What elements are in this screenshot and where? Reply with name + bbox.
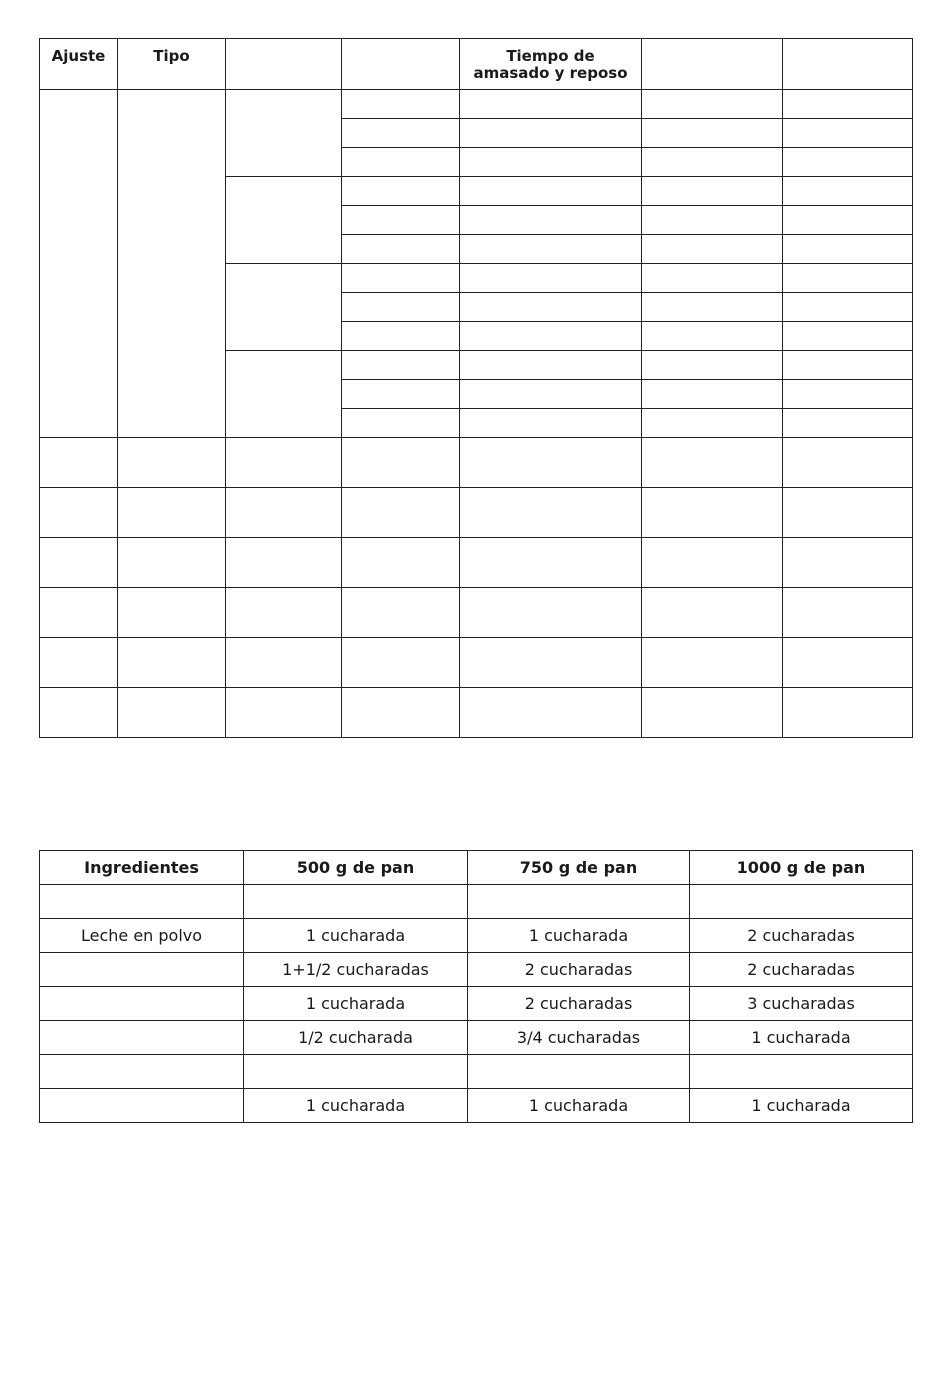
table-cell [642, 119, 783, 148]
program-table-body [40, 90, 913, 738]
table-cell [783, 322, 913, 351]
table-cell [783, 119, 913, 148]
table-cell [40, 638, 118, 688]
table-cell [118, 90, 226, 438]
table-cell: 2 cucharadas [468, 987, 690, 1021]
table-cell [783, 409, 913, 438]
table-cell [342, 148, 460, 177]
table-cell [783, 588, 913, 638]
table-cell [460, 588, 642, 638]
table-cell [40, 885, 244, 919]
table-row [40, 488, 913, 538]
table-cell [342, 90, 460, 119]
table-cell [783, 488, 913, 538]
table-cell [642, 264, 783, 293]
table-cell [783, 293, 913, 322]
table-cell [342, 638, 460, 688]
table-cell [226, 351, 342, 438]
ingredients-table [39, 850, 913, 1123]
table-cell [342, 293, 460, 322]
table-cell [118, 688, 226, 738]
ingredients-header-row [40, 851, 913, 885]
table-cell [40, 588, 118, 638]
table-cell [342, 322, 460, 351]
table-row [40, 438, 913, 488]
header-tiempo-line1: Tiempo de [506, 47, 595, 65]
table-cell [460, 380, 642, 409]
table-cell: Leche en polvo [40, 919, 244, 953]
table-cell [342, 488, 460, 538]
program-table-header-row [40, 39, 913, 90]
header-tiempo-line2: amasado y reposo [473, 64, 628, 82]
table-row [40, 885, 913, 919]
table-cell [783, 235, 913, 264]
table-cell [783, 90, 913, 119]
header-1000g: 1000 g de pan [690, 851, 913, 885]
table-cell [460, 90, 642, 119]
table-cell [642, 588, 783, 638]
table-cell [118, 438, 226, 488]
header-col6 [642, 39, 783, 90]
table-cell [226, 538, 342, 588]
table-row [40, 1089, 913, 1123]
ingredients-table-body [40, 885, 913, 1123]
table-cell [226, 588, 342, 638]
table-cell [460, 148, 642, 177]
table-cell [40, 1089, 244, 1123]
table-row [40, 1021, 913, 1055]
table-cell [460, 688, 642, 738]
table-row [40, 987, 913, 1021]
table-row [40, 688, 913, 738]
table-cell [468, 885, 690, 919]
table-cell [690, 1055, 913, 1089]
table-cell [118, 488, 226, 538]
table-cell [460, 409, 642, 438]
header-ingredientes: Ingredientes [40, 851, 244, 885]
table-cell [642, 322, 783, 351]
table-cell: 1 cucharada [468, 1089, 690, 1123]
table-cell [342, 688, 460, 738]
table-cell [342, 409, 460, 438]
table-cell [342, 538, 460, 588]
table-cell [783, 688, 913, 738]
table-cell [468, 1055, 690, 1089]
table-cell [342, 206, 460, 235]
table-cell [342, 438, 460, 488]
table-cell [460, 351, 642, 380]
table-cell [460, 638, 642, 688]
table-cell: 1 cucharada [468, 919, 690, 953]
table-row [40, 588, 913, 638]
table-cell [40, 953, 244, 987]
table-cell [226, 488, 342, 538]
table-cell [342, 264, 460, 293]
table-cell [460, 235, 642, 264]
table-cell [226, 90, 342, 177]
table-cell [40, 90, 118, 438]
table-cell: 2 cucharadas [690, 919, 913, 953]
header-tiempo-amasado [460, 39, 642, 90]
table-cell [783, 148, 913, 177]
table-cell [460, 488, 642, 538]
table-cell: 1+1/2 cucharadas [244, 953, 468, 987]
table-cell [342, 588, 460, 638]
table-cell [642, 177, 783, 206]
table-cell: 1 cucharada [244, 987, 468, 1021]
table-cell [40, 438, 118, 488]
table-cell [642, 90, 783, 119]
table-cell [642, 409, 783, 438]
table-cell [642, 380, 783, 409]
table-cell [642, 438, 783, 488]
table-row [40, 538, 913, 588]
table-cell [460, 438, 642, 488]
table-row [40, 1055, 913, 1089]
table-cell [226, 177, 342, 264]
table-cell [118, 638, 226, 688]
table-cell [642, 293, 783, 322]
table-cell [783, 177, 913, 206]
table-cell: 1/2 cucharada [244, 1021, 468, 1055]
table-cell [783, 438, 913, 488]
table-cell: 1 cucharada [244, 1089, 468, 1123]
table-cell [40, 1021, 244, 1055]
table-cell [40, 987, 244, 1021]
table-cell [40, 688, 118, 738]
table-cell [40, 1055, 244, 1089]
table-cell [783, 351, 913, 380]
header-col3 [226, 39, 342, 90]
table-cell [342, 380, 460, 409]
table-cell: 3 cucharadas [690, 987, 913, 1021]
header-col4 [342, 39, 460, 90]
table-cell [642, 688, 783, 738]
table-cell [226, 638, 342, 688]
table-cell [783, 206, 913, 235]
table-cell [118, 588, 226, 638]
table-cell [460, 264, 642, 293]
table-cell [342, 119, 460, 148]
table-row [40, 919, 913, 953]
program-table [39, 38, 913, 738]
table-cell [783, 638, 913, 688]
table-cell [642, 235, 783, 264]
table-cell [642, 148, 783, 177]
table-row [40, 953, 913, 987]
table-cell [642, 638, 783, 688]
table-cell [642, 538, 783, 588]
table-cell [244, 885, 468, 919]
table-cell [460, 119, 642, 148]
table-cell [244, 1055, 468, 1089]
header-500g: 500 g de pan [244, 851, 468, 885]
table-cell [460, 322, 642, 351]
table-cell [690, 885, 913, 919]
table-row [40, 638, 913, 688]
table-cell [642, 351, 783, 380]
table-cell [342, 177, 460, 206]
table-cell [460, 538, 642, 588]
table-cell: 2 cucharadas [690, 953, 913, 987]
table-cell [783, 538, 913, 588]
table-cell: 1 cucharada [690, 1021, 913, 1055]
table-cell [460, 293, 642, 322]
table-cell [226, 688, 342, 738]
table-cell [460, 206, 642, 235]
table-cell [783, 264, 913, 293]
table-cell [226, 264, 342, 351]
header-tipo: Tipo [118, 39, 226, 90]
table-cell: 1 cucharada [244, 919, 468, 953]
table-cell [642, 488, 783, 538]
table-cell [783, 380, 913, 409]
table-cell [342, 235, 460, 264]
table-cell: 2 cucharadas [468, 953, 690, 987]
header-col7 [783, 39, 913, 90]
table-cell [40, 488, 118, 538]
table-cell [226, 438, 342, 488]
table-cell [342, 351, 460, 380]
table-cell: 3/4 cucharadas [468, 1021, 690, 1055]
header-750g: 750 g de pan [468, 851, 690, 885]
table-cell [460, 177, 642, 206]
table-cell: 1 cucharada [690, 1089, 913, 1123]
table-cell [118, 538, 226, 588]
table-row [40, 90, 913, 119]
table-cell [40, 538, 118, 588]
header-ajuste: Ajuste [40, 39, 118, 90]
table-cell [642, 206, 783, 235]
